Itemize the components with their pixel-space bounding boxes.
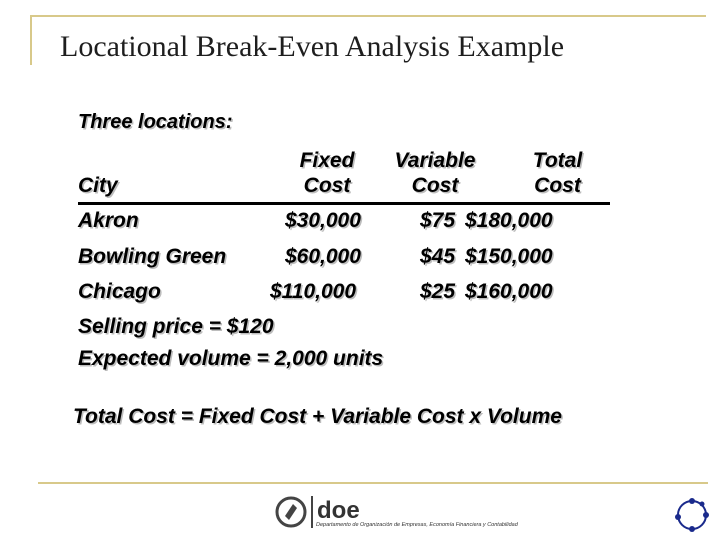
row-bowling-green-fixed: $60,000 — [285, 245, 361, 268]
row-chicago-fixed: $110,000 — [270, 280, 357, 303]
header-variable-line2: Cost — [411, 174, 459, 197]
logo-text: doe — [317, 497, 360, 524]
total-cost-formula: Total Cost = Fixed Cost + Variable Cost x Volume — [73, 405, 562, 428]
header-total-line2: Cost — [534, 174, 581, 197]
header-rule — [78, 202, 610, 205]
frame-bottom-line — [38, 482, 708, 484]
row-chicago-total: $160,000 — [465, 280, 553, 303]
expected-volume: Expected volume = 2,000 units — [78, 347, 384, 370]
row-akron-variable: $75 — [420, 209, 456, 232]
header-fixed-line1: Fixed — [299, 149, 355, 172]
department-logo — [275, 492, 535, 537]
row-akron-total: $180,000 — [465, 209, 553, 232]
logo-divider — [311, 496, 313, 528]
slide-title: Locational Break-Even Analysis Example — [60, 30, 565, 63]
frame-left-line — [30, 15, 32, 65]
row-bowling-green-city: Bowling Green — [78, 245, 227, 268]
logo-arrow-mark — [285, 504, 297, 520]
row-akron-fixed: $30,000 — [285, 209, 361, 232]
row-akron-city: Akron — [78, 209, 139, 232]
selling-price: Selling price = $120 — [78, 315, 274, 338]
subtitle: Three locations: — [78, 111, 233, 133]
row-bowling-green-variable: $45 — [420, 245, 456, 268]
header-variable-line1: Variable — [394, 149, 476, 172]
header-city: City — [78, 174, 118, 197]
row-bowling-green-total: $150,000 — [465, 245, 553, 268]
frame-top-line — [30, 15, 706, 17]
corner-network-icon — [672, 495, 712, 540]
row-chicago-variable: $25 — [420, 280, 456, 303]
header-total-line1: Total — [532, 149, 583, 172]
row-chicago-city: Chicago — [78, 280, 161, 303]
header-fixed-line2: Cost — [303, 174, 351, 197]
logo-subtitle: Departamento de Organización de Empresas, Economía Financiera y Contabilidad — [316, 522, 518, 528]
